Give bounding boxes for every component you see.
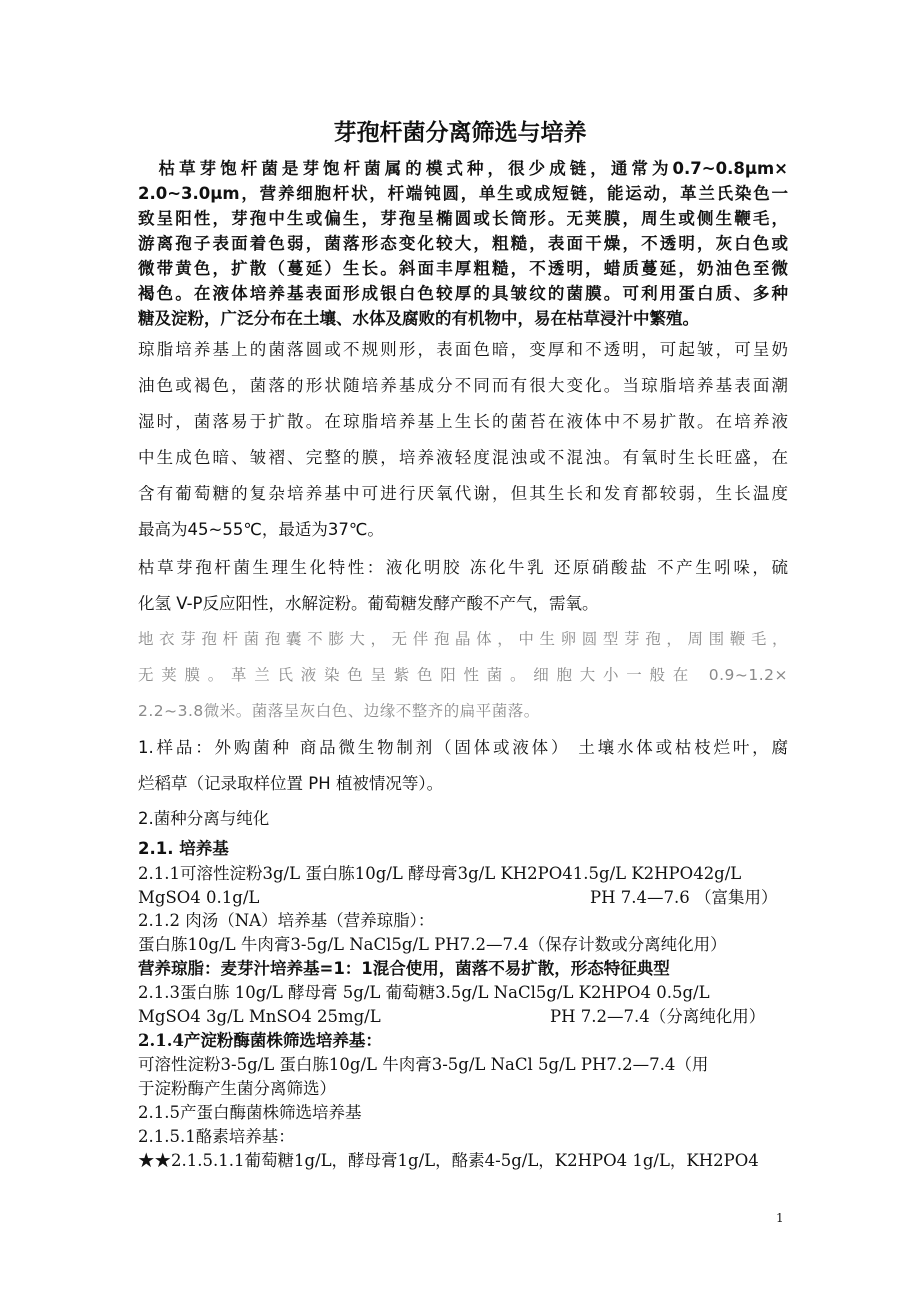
text-line: PH 7.4—7.6 （富集用） — [590, 888, 778, 907]
section-heading: 2.1.4产淀粉酶菌株筛选培养基： — [138, 1031, 382, 1050]
text-line: 褐色。在液体培养基表面形成银白色较厚的具皱纹的菌膜。可利用蛋白质、多种 — [138, 284, 788, 303]
text-line: 2.1.2 肉汤（NA）培养基（营养琼脂）： — [138, 911, 435, 930]
text-line: 化氢 V-P反应阳性，水解淀粉。葡萄糖发酵产酸不产气，需氧。 — [138, 594, 599, 613]
text-line: 致呈阳性，芽孢中生或偏生，芽孢呈椭圆或长筒形。无荚膜，周生或侧生鞭毛， — [138, 209, 788, 228]
text-line: 游离孢子表面着色弱，菌落形态变化较大，粗糙，表面干燥，不透明，灰白色或 — [138, 234, 788, 253]
text-line: 含有葡萄糖的复杂培养基中可进行厌氧代谢，但其生长和发育都较弱，生长温度 — [138, 484, 788, 503]
text-line: 糖及淀粉，广泛分布在土壤、水体及腐败的有机物中，易在枯草浸汁中繁殖。 — [138, 309, 699, 328]
text-line: PH 7.2—7.4（分离纯化用） — [550, 1007, 766, 1026]
text-line: 2.2~3.8微米。菌落呈灰白色、边缘不整齐的扁平菌落。 — [138, 702, 540, 720]
section-heading: 2.菌种分离与纯化 — [138, 809, 270, 828]
text-line: 枯草芽饱杆菌是芽饱杆菌属的模式种，很少成链，通常为0.7~0.8μm× — [138, 159, 788, 178]
text-line: 地衣芽孢杆菌孢囊不膨大，无伴孢晶体，中生卵圆型芽孢，周围鞭毛， — [138, 630, 788, 648]
text-line: 湿时，菌落易于扩散。在琼脂培养基上生长的菌苔在液体中不易扩散。在培养液 — [138, 412, 788, 431]
text-line: 可溶性淀粉3-5g/L 蛋白胨10g/L 牛肉膏3-5g/L NaCl 5g/L PH7.2—7.4（用 — [138, 1055, 709, 1074]
text-line: 2.0~3.0μm，营养细胞杆状，杆端钝圆，单生或成短链，能运动，革兰氏染色一 — [138, 184, 788, 203]
text-line: MgSO4 0.1g/L — [138, 888, 260, 907]
text-line: 1.样品：外购菌种 商品微生物制剂（固体或液体） 土壤水体或枯枝烂叶，腐 — [138, 738, 788, 757]
text-line: 最高为45~55℃，最适为37℃。 — [138, 520, 384, 539]
text-line: 枯草芽孢杆菌生理生化特性：液化明胶 冻化牛乳 还原硝酸盐 不产生吲哚，硫 — [138, 558, 788, 577]
section-heading: 2.1.5.1酪素培养基： — [138, 1127, 295, 1146]
page-title: 芽孢杆菌分离筛选与培养 — [333, 120, 587, 146]
text-line: 2.1.1可溶性淀粉3g/L 蛋白胨10g/L 酵母膏3g/L KH2PO41.5g/L K2HPO42g/L — [138, 864, 742, 883]
text-line: 烂稻草（记录取样位置 PH 植被情况等）。 — [138, 774, 444, 793]
text-line: 营养琼脂：麦芽汁培养基=1：1混合使用，菌落不易扩散，形态特征典型 — [138, 959, 670, 978]
text-line: 中生成色暗、皱褶、完整的膜，培养液轻度混浊或不混浊。有氧时生长旺盛，在 — [138, 448, 788, 467]
text-line: 2.1.3蛋白胨 10g/L 酵母膏 5g/L 葡萄糖3.5g/L NaCl5g/L K2HPO4 0.5g/L — [138, 983, 710, 1002]
text-line: MgSO4 3g/L MnSO4 25mg/L — [138, 1007, 381, 1026]
text-line: 油色或褐色，菌落的形状随培养基成分不同而有很大变化。当琼脂培养基表面潮 — [138, 376, 788, 395]
page-number: 1 — [776, 1211, 784, 1225]
text-line: 于淀粉酶产生菌分离筛选） — [138, 1079, 336, 1098]
text-line: 无荚膜。革兰氏液染色呈紫色阳性菌。细胞大小一般在 0.9~1.2× — [138, 666, 788, 684]
section-heading: 2.1.5产蛋白酶菌株筛选培养基 — [138, 1103, 362, 1122]
text-line: 微带黄色，扩散（蔓延）生长。斜面丰厚粗糙，不透明，蜡质蔓延，奶油色至微 — [138, 259, 788, 278]
text-line: 琼脂培养基上的菌落圆或不规则形，表面色暗，变厚和不透明，可起皱，可呈奶 — [138, 340, 788, 359]
text-line: ★★2.1.5.1.1葡萄糖1g/L，酵母膏1g/L，酪素4-5g/L，K2HPO4 1g/L，KH2PO4 — [138, 1151, 759, 1170]
text-line: 蛋白胨10g/L 牛肉膏3-5g/L NaCl5g/L PH7.2—7.4（保存计数或分离纯化用） — [138, 935, 727, 954]
section-heading: 2.1. 培养基 — [138, 839, 229, 858]
